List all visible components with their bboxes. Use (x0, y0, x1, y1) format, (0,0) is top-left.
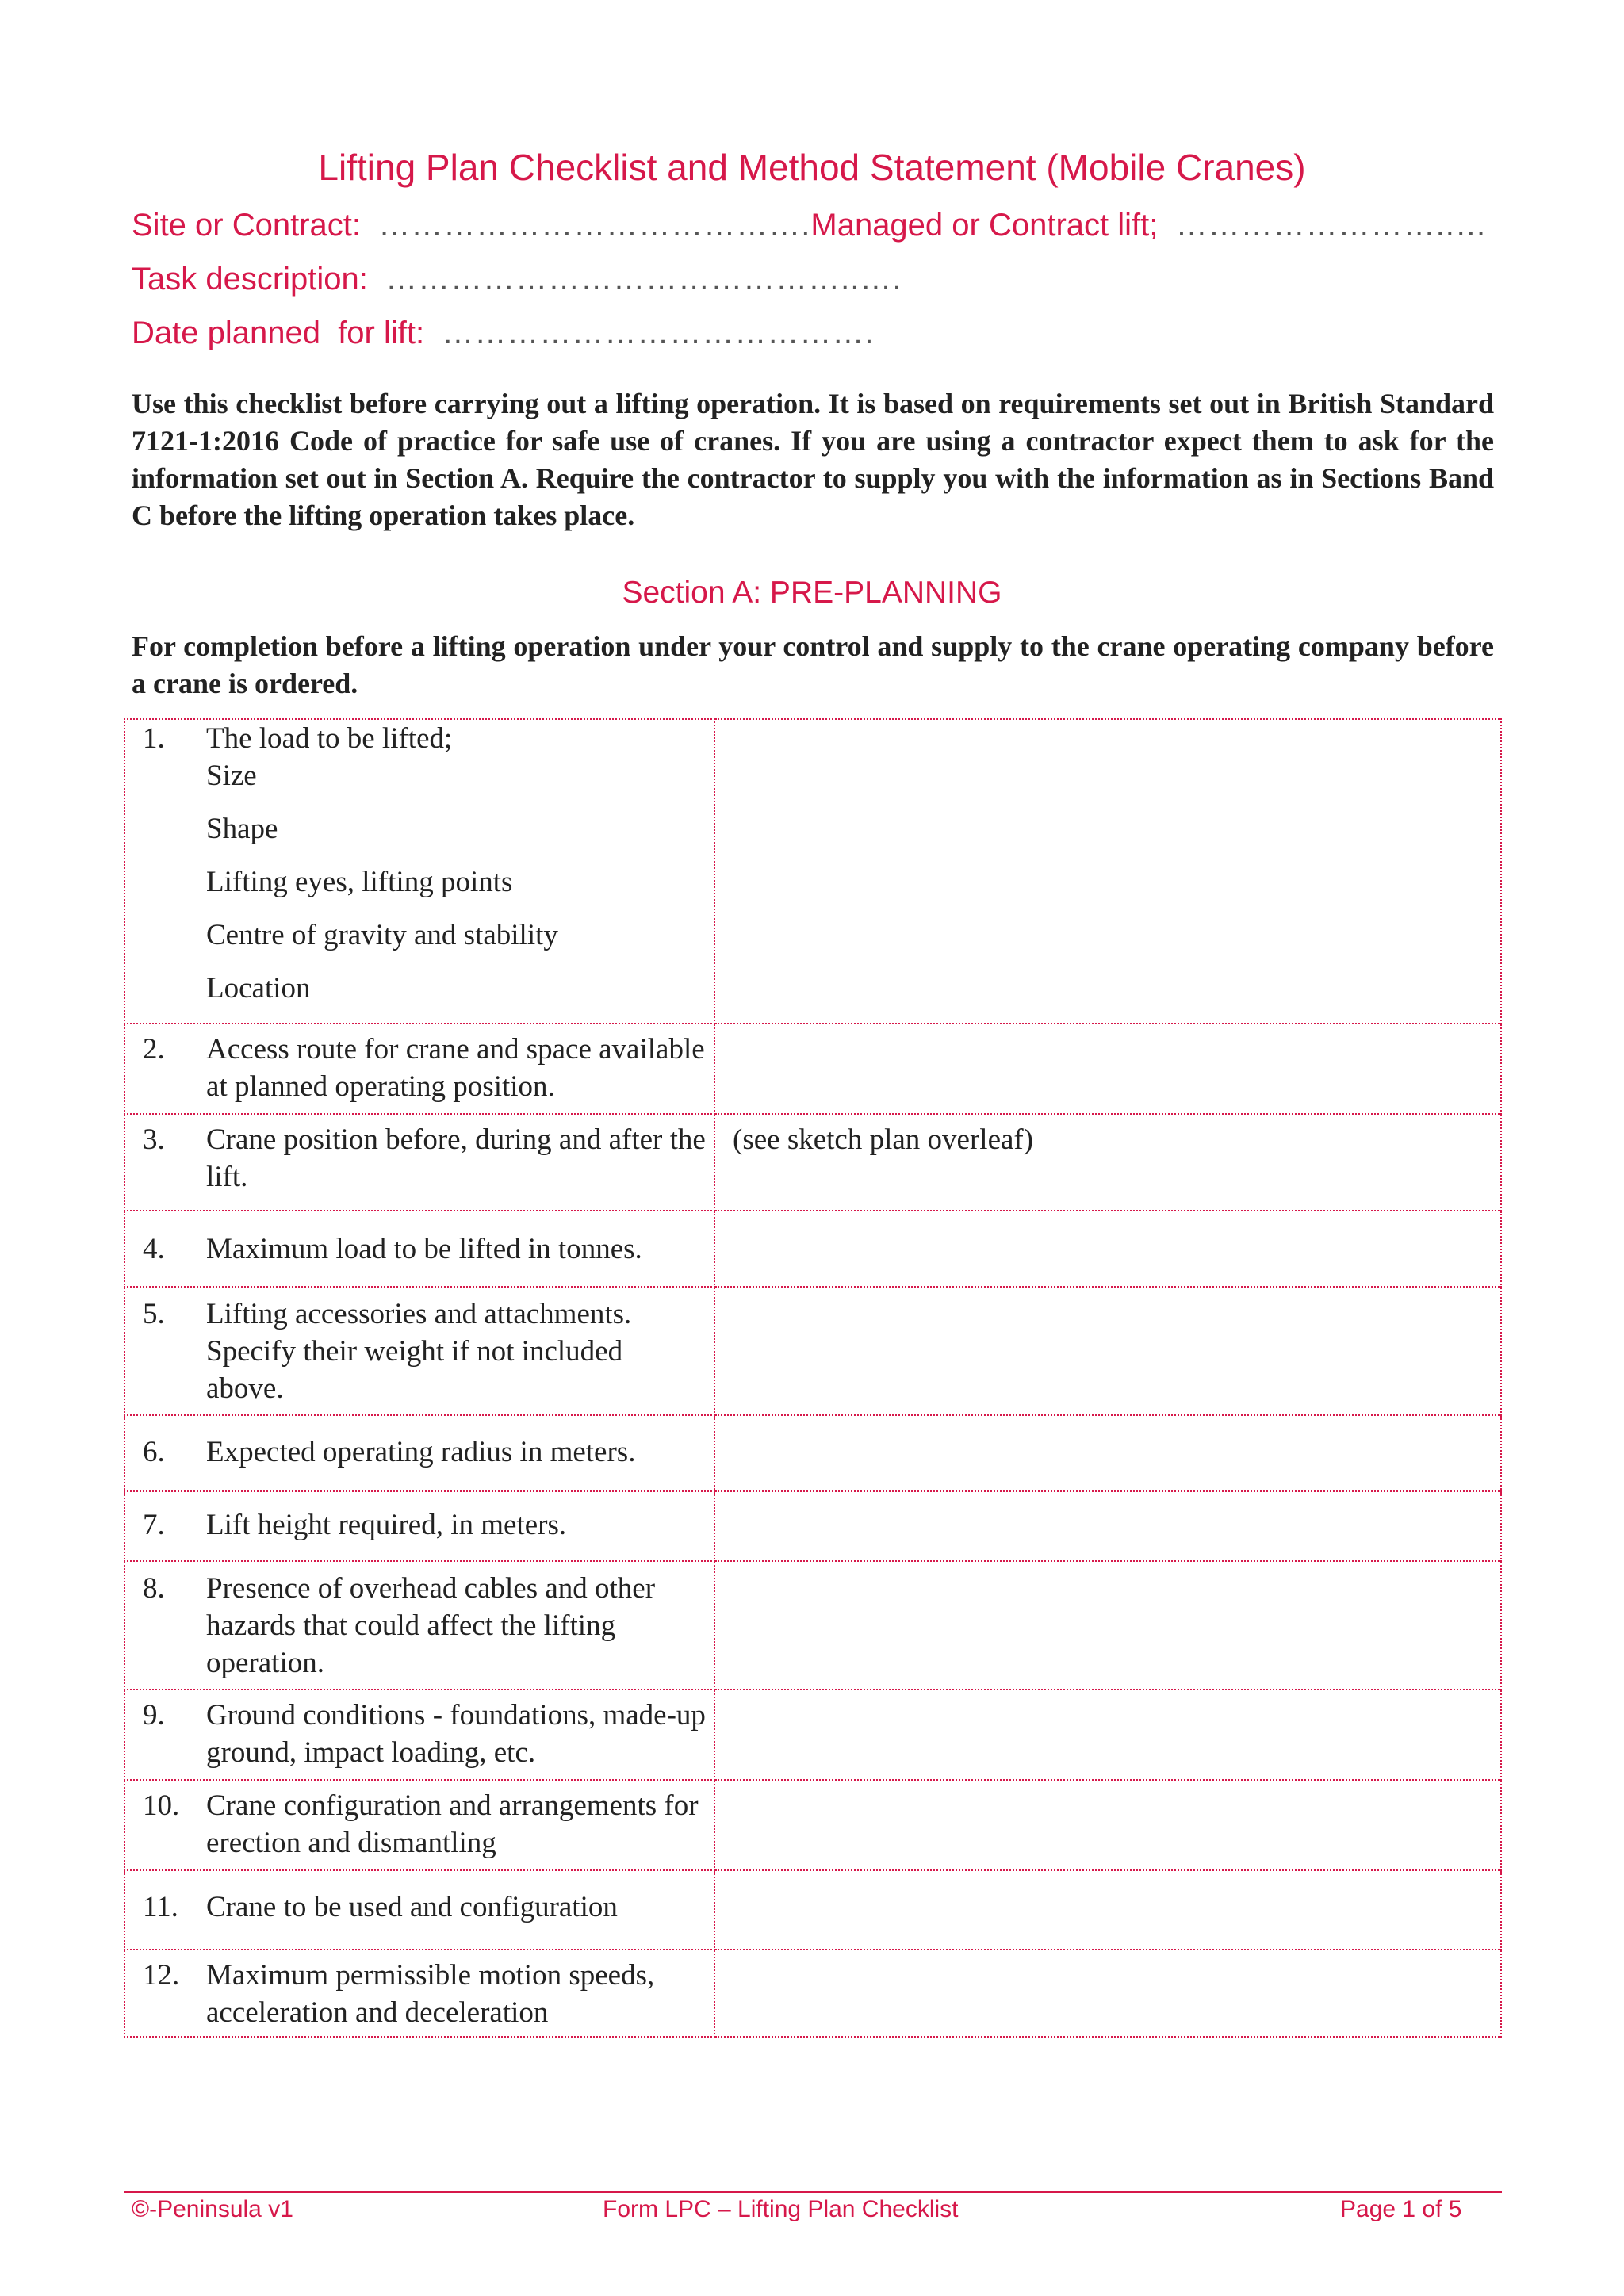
answer-cell[interactable] (714, 1780, 1501, 1870)
table-row (124, 1561, 1501, 1689)
item-number: 5. (143, 1298, 165, 1330)
table-row (124, 1689, 1501, 1780)
managed-lift-label: Managed or Contract lift; (810, 208, 1159, 243)
table-row (124, 1415, 1501, 1491)
question-cell (124, 1114, 714, 1211)
answer-cell[interactable] (714, 1870, 1501, 1950)
footer-form-name: Form LPC – Lifting Plan Checklist (603, 2196, 959, 2222)
item-text: Crane configuration and arrangements for erection and dismantling (206, 1789, 699, 1859)
question-cell (124, 1287, 714, 1415)
answer-cell[interactable] (714, 1561, 1501, 1689)
question-cell (124, 1211, 714, 1287)
intro-paragraph: Use this checklist before carrying out a lifting operation. It is based on requirements set out in British Standard 7121-1:2016 Code of practice for safe use of cranes. If you are using a contractor expect them to ask for the information set out in Section A. Require the contractor to supply you with the information as in Sections Band C before the lifting operation takes place. (132, 388, 1494, 531)
answer-cell[interactable] (714, 1689, 1501, 1780)
footer-page-number: Page 1 of 5 (1340, 2196, 1462, 2222)
question-cell (124, 1780, 714, 1870)
item-number: 12. (143, 1959, 180, 1992)
table-row (124, 1114, 1501, 1211)
site-contract-label: Site or Contract: (132, 208, 362, 243)
item-text: Access route for crane and space available at planned operating position. (206, 1033, 705, 1103)
task-description-label: Task description: (132, 262, 368, 297)
answer-cell[interactable] (714, 1024, 1501, 1114)
site-contract-line (132, 208, 1488, 243)
answer-cell[interactable] (714, 1415, 1501, 1491)
item-number: 9. (143, 1699, 165, 1732)
answer-cell[interactable] (714, 1211, 1501, 1287)
item-text: Lifting accessories and attachments. Specify their weight if not included above. (206, 1298, 632, 1405)
item-subpoint: Shape (206, 813, 278, 845)
question-cell (124, 719, 714, 1024)
item-number: 3. (143, 1123, 165, 1156)
item-number: 7. (143, 1509, 165, 1541)
task-description-line (132, 262, 902, 297)
question-cell (124, 1870, 714, 1950)
table-row (124, 719, 1501, 1024)
table-row (124, 1870, 1501, 1950)
item-number: 8. (143, 1572, 165, 1605)
question-cell (124, 1415, 714, 1491)
table-row (124, 1950, 1501, 2037)
answer-cell[interactable] (714, 1950, 1501, 2037)
footer-copyright: ©-Peninsula v1 (132, 2196, 293, 2222)
item-text: Crane position before, during and after the lift. (206, 1123, 706, 1193)
item-subpoint: Location (206, 972, 311, 1004)
item-subpoint: Lifting eyes, lifting points (206, 866, 513, 898)
question-cell (124, 1491, 714, 1561)
item-subpoint: Size (206, 760, 257, 792)
table-row (124, 1024, 1501, 1114)
item-number: 11. (143, 1891, 178, 1923)
task-description-field[interactable]: ……………………………………..…. (385, 262, 902, 297)
checklist-table (124, 718, 1502, 2038)
item-number: 1. (143, 722, 165, 755)
item-text: Crane to be used and configuration (206, 1891, 618, 1923)
item-number: 10. (143, 1789, 180, 1822)
item-label: The load to be lifted; (206, 722, 453, 755)
item-text: Ground conditions - foundations, made-up ground, impact loading, etc. (206, 1699, 706, 1769)
item-text (206, 720, 714, 1007)
answer-cell[interactable] (714, 1287, 1501, 1415)
answer-cell[interactable] (714, 719, 1501, 1024)
table-row (124, 1287, 1501, 1415)
date-planned-field[interactable]: …………………………………. (442, 316, 875, 350)
question-cell (124, 1561, 714, 1689)
section-a-heading: Section A: PRE-PLANNING (622, 576, 1002, 610)
site-contract-field[interactable]: …………………………………. (378, 208, 811, 243)
item-text: Maximum load to be lifted in tonnes. (206, 1233, 642, 1265)
footer-divider (124, 2191, 1502, 2193)
date-planned-label: Date planned for lift: (132, 316, 425, 350)
question-cell (124, 1689, 714, 1780)
answer-cell[interactable] (714, 1114, 1501, 1211)
table-row (124, 1491, 1501, 1561)
table-row (124, 1211, 1501, 1287)
item-number: 4. (143, 1233, 165, 1265)
document-title: Lifting Plan Checklist and Method Statement (Mobile Cranes) (318, 147, 1306, 188)
section-a-note: For completion before a lifting operation under your control and supply to the crane operating company before a crane is ordered. (132, 630, 1494, 699)
question-cell (124, 1950, 714, 2037)
item-text: Presence of overhead cables and other hazards that could affect the lifting operation. (206, 1572, 656, 1679)
question-cell (124, 1024, 714, 1114)
item-text: Maximum permissible motion speeds, acceleration and deceleration (206, 1959, 655, 2029)
item-number: 2. (143, 1033, 165, 1066)
table-row (124, 1780, 1501, 1870)
answer-note: (see sketch plan overleaf) (733, 1123, 1034, 1156)
item-text: Lift height required, in meters. (206, 1509, 567, 1541)
item-number: 6. (143, 1436, 165, 1468)
managed-lift-field[interactable]: ……………………..… (1175, 208, 1488, 243)
date-planned-line (132, 316, 874, 351)
answer-cell[interactable] (714, 1491, 1501, 1561)
item-subpoint: Centre of gravity and stability (206, 919, 558, 951)
item-text: Expected operating radius in meters. (206, 1436, 636, 1468)
